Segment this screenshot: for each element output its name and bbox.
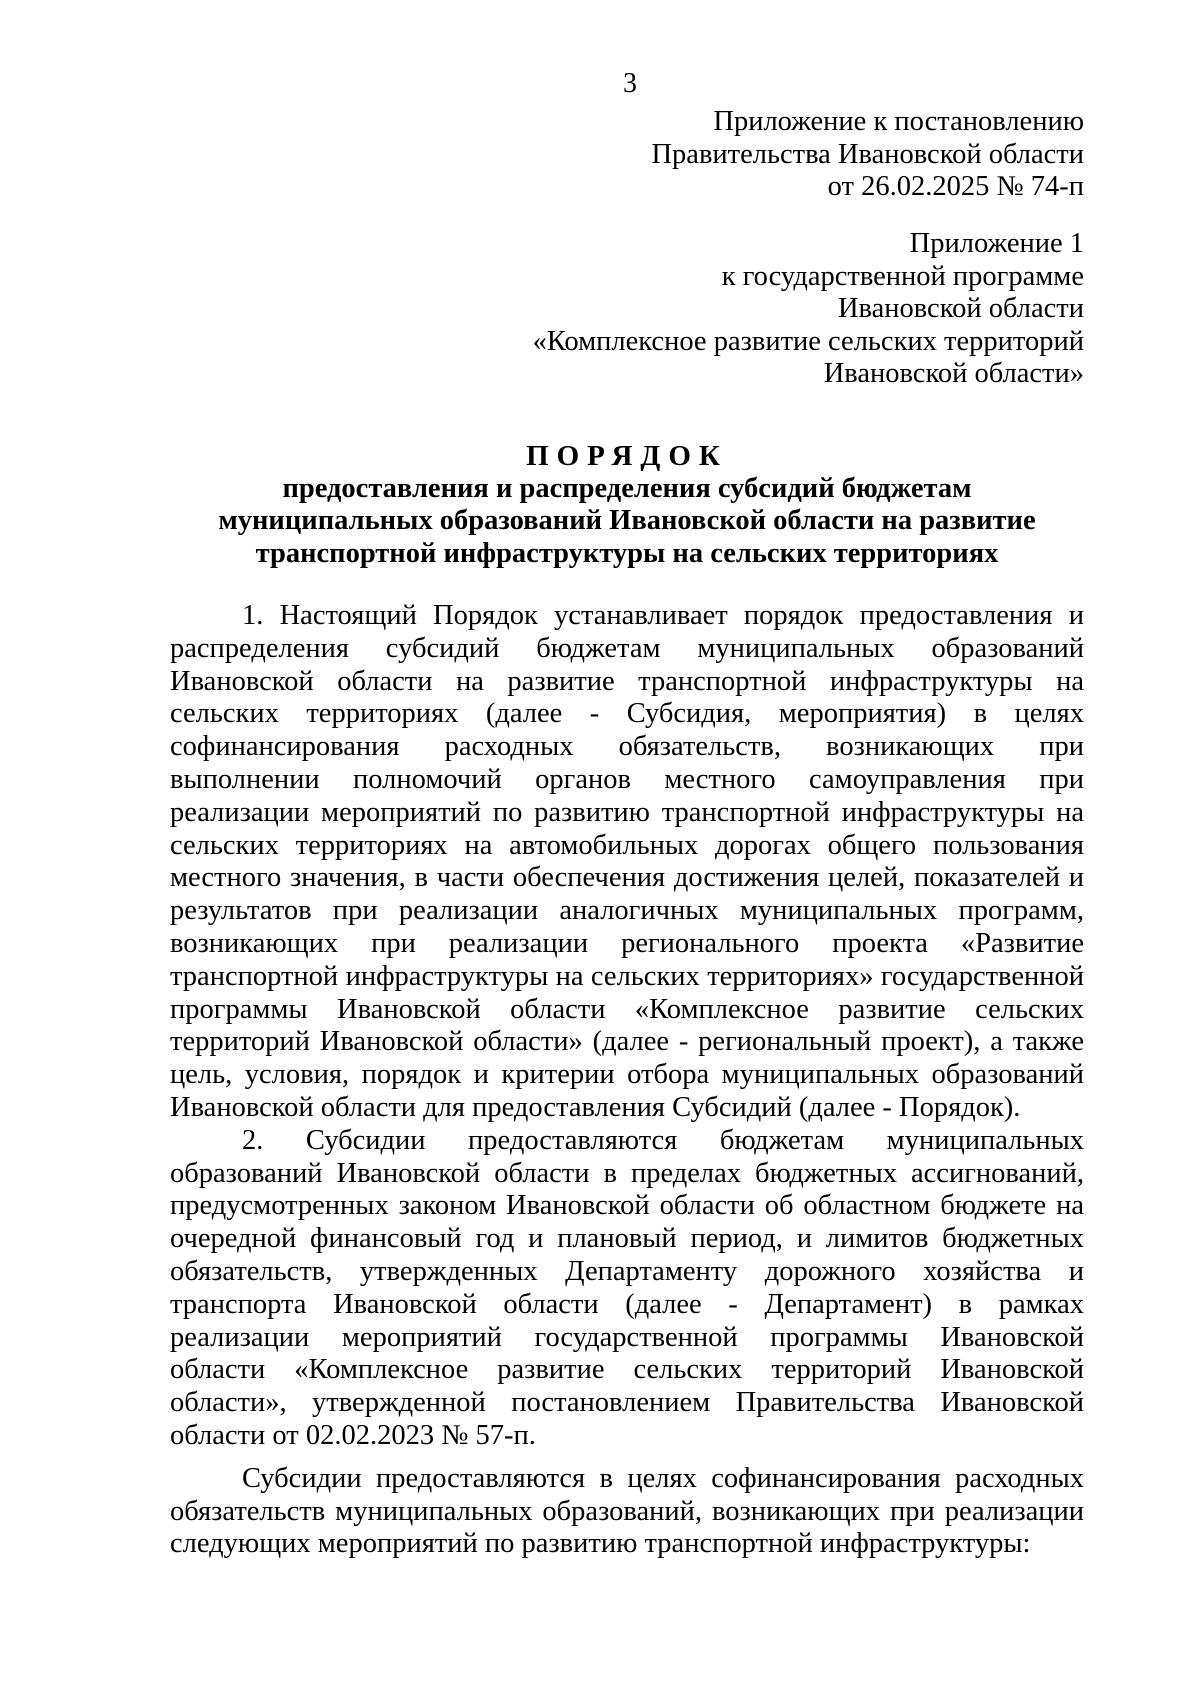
annex-line: Правительства Ивановской области xyxy=(651,138,1084,170)
document-body xyxy=(170,600,1084,1561)
title-subtitle-line: предоставления и распределения субсидий бюджетам xyxy=(282,472,972,504)
annex-header-resolution xyxy=(651,106,1084,204)
annex-line: Приложение 1 xyxy=(909,228,1084,259)
document-title xyxy=(170,440,1084,570)
paragraph-3: Субсидии предоставляются в целях софинансирования расходных обязательств муниципальных образований, возникающих при реализации следующих мероприятий по развитию транспортной инфраструктуры: xyxy=(170,1462,1084,1560)
paragraph-2: 2. Субсидии предоставляются бюджетам муниципальных образований Ивановской области в пределах бюджетных ассигнований, предусмотренных законом Ивановской области об областном бюджете на очередной финансовый год и плановый период, и лимитов бюджетных обязательств, утвержденных Департаменту дорожного хозяйства и транспорта Ивановской области (далее - Департамент) в рамках реализации мероприятий государственной программы Ивановской области «Комплексное развитие сельских территорий Ивановской области», утвержденной постановлением Правительства Ивановской области от 02.02.2023 № 57-п. xyxy=(170,1124,1084,1451)
title-subtitle-line: транспортной инфраструктуры на сельских территориях xyxy=(255,537,999,569)
annex-line: Ивановской области» xyxy=(823,358,1084,389)
annex-line: от 26.02.2025 № 74-п xyxy=(827,171,1084,202)
title-subtitle-line: муниципальных образований Ивановской области на развитие xyxy=(218,505,1036,536)
annex-line: «Комплексное развитие сельских территорий xyxy=(532,325,1084,357)
paragraph-1: 1. Настоящий Порядок устанавливает порядок предоставления и распределения субсидий бюджетам муниципальных образований Ивановской области на развитие транспортной инфраструктуры на сельских территориях (далее - Субсидия, мероприятия) в целях софинансирования расходных обязательств, возникающих при выполнении полномочий органов местного самоуправления при реализации мероприятий по развитию транспортной инфраструктуры на сельских территориях на автомобильных дорогах общего пользования местного значения, в части обеспечения достижения целей, показателей и результатов при реализации аналогичных муниципальных программ, возникающих при реализации регионального проекта «Развитие транспортной инфраструктуры на сельских территориях» государственной программы Ивановской области «Комплексное развитие сельских территорий Ивановской области» (далее - региональный проект), а также цель, условия, порядок и критерии отбора муниципальных образований Ивановской области для предоставления Субсидий (далее - Порядок). xyxy=(170,600,1084,1123)
annex-line: к государственной программе xyxy=(721,260,1084,292)
annex-line: Приложение к постановлению xyxy=(713,106,1084,137)
page-number: 3 xyxy=(623,68,637,99)
annex-header-program xyxy=(533,228,1084,391)
title-main: ПОРЯДОК xyxy=(526,440,728,472)
annex-line: Ивановской области xyxy=(837,293,1084,324)
